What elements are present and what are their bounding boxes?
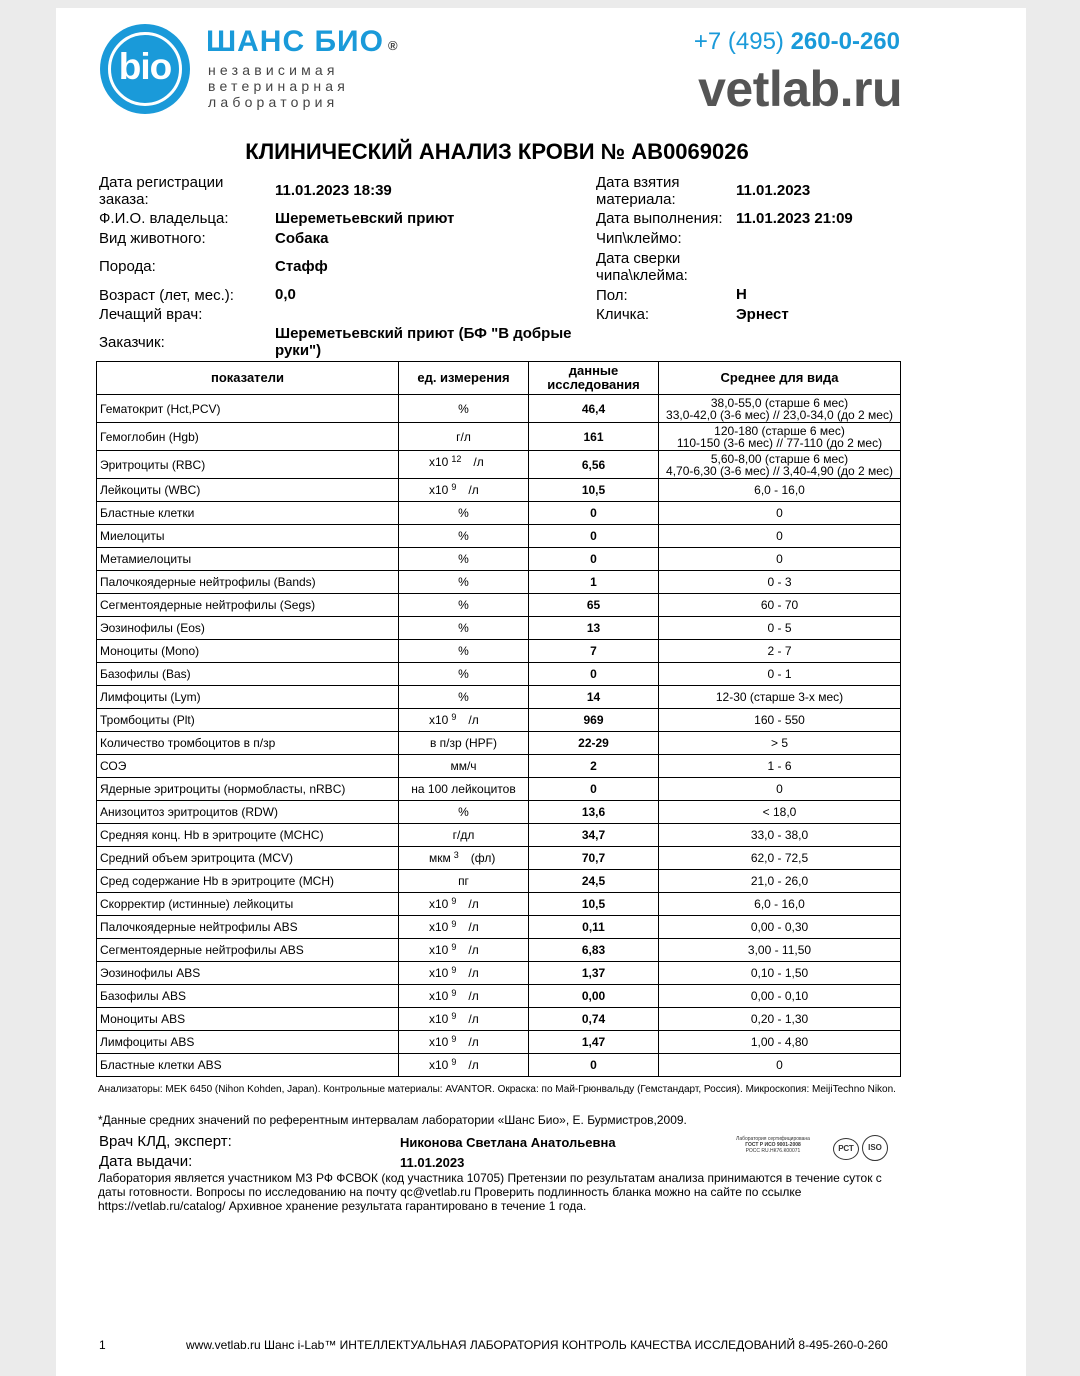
parameter-value: 6,56 — [529, 451, 659, 479]
owner-value: Шереметьевский приют — [275, 210, 455, 227]
species-value: Собака — [275, 230, 329, 247]
client-value: Шереметьевский приют (БФ "В добрые руки") — [275, 325, 572, 359]
parameter-unit: x10 $^9$ /л — [399, 709, 529, 732]
parameter-unit: % — [399, 548, 529, 571]
table-row — [97, 985, 901, 1008]
table-row — [97, 571, 901, 594]
page-number: 1 — [99, 1338, 106, 1352]
parameter-reference: 0 - 3 — [659, 571, 901, 594]
parameter-unit: % — [399, 571, 529, 594]
parameter-reference: 0 — [659, 778, 901, 801]
table-row — [97, 778, 901, 801]
table-row — [97, 451, 901, 479]
bio-logo — [100, 24, 190, 114]
parameter-name: Лимфоциты (Lym) — [97, 686, 399, 709]
parameter-value: 2 — [529, 755, 659, 778]
parameter-name: Гемоглобин (Hgb) — [97, 423, 399, 451]
parameter-unit: x10 $^9$ /л — [399, 479, 529, 502]
disclaimer: Лаборатория является участником МЗ РФ ФСВОК (код участника 10705) Претензии по результатам анализа принимаются в течение суток с даты готовности. Вопросы по исследованию на почту qc@vetlab.ru Проверить подлинность бланка можно на сайте по ссылке https://vetlab.ru/catalog/ Архивное хранение результата гарантировано в течение 1 года. — [98, 1171, 882, 1213]
parameter-value: 13 — [529, 617, 659, 640]
parameter-unit: x10 $^9$ /л — [399, 939, 529, 962]
table-row — [97, 709, 901, 732]
parameter-name: Бластные клетки — [97, 502, 399, 525]
owner-label: Ф.И.О. владельца: — [99, 210, 229, 227]
parameter-name: Количество тромбоцитов в п/зр — [97, 732, 399, 755]
parameter-name: Моноциты ABS — [97, 1008, 399, 1031]
issue-date-value: 11.01.2023 — [400, 1155, 465, 1170]
parameter-value: 0 — [529, 778, 659, 801]
table-row — [97, 502, 901, 525]
parameter-unit: x10 $^9$ /л — [399, 916, 529, 939]
parameter-reference: 60 - 70 — [659, 594, 901, 617]
age-value: 0,0 — [275, 286, 296, 303]
table-row — [97, 939, 901, 962]
results-table — [96, 361, 901, 1077]
parameter-name: Моноциты (Mono) — [97, 640, 399, 663]
table-row — [97, 640, 901, 663]
parameter-reference: 6,0 - 16,0 — [659, 479, 901, 502]
parameter-name: Базофилы (Bas) — [97, 663, 399, 686]
parameter-name: Гематокрит (Hct,PCV) — [97, 395, 399, 423]
parameter-value: 0 — [529, 525, 659, 548]
parameter-reference: 0 — [659, 548, 901, 571]
parameter-reference: 0,00 - 0,10 — [659, 985, 901, 1008]
parameter-reference: 0 — [659, 1054, 901, 1077]
doctor-label: Лечащий врач: — [99, 306, 203, 323]
table-row — [97, 870, 901, 893]
parameter-unit: x10 $^{12}$ /л — [399, 451, 529, 479]
parameter-name: Средняя конц. Hb в эритроците (MCHC) — [97, 824, 399, 847]
table-row — [97, 423, 901, 451]
parameter-value: 34,7 — [529, 824, 659, 847]
parameter-name: Сегментоядерные нейтрофилы (Segs) — [97, 594, 399, 617]
table-row — [97, 755, 901, 778]
parameter-reference: 1,00 - 4,80 — [659, 1031, 901, 1054]
parameter-value: 0 — [529, 1054, 659, 1077]
table-row — [97, 824, 901, 847]
done-date-value: 11.01.2023 21:09 — [736, 210, 853, 227]
parameter-value: 10,5 — [529, 479, 659, 502]
parameter-unit: мкм $^3$ (фл) — [399, 847, 529, 870]
parameter-unit: % — [399, 502, 529, 525]
parameter-reference: 1 - 6 — [659, 755, 901, 778]
parameter-name: Палочкоядерные нейтрофилы ABS — [97, 916, 399, 939]
parameter-reference: 3,00 - 11,50 — [659, 939, 901, 962]
parameter-unit: x10 $^9$ /л — [399, 1031, 529, 1054]
parameter-unit: % — [399, 663, 529, 686]
done-date-label: Дата выполнения: — [596, 210, 723, 227]
parameter-unit: % — [399, 801, 529, 824]
tagline-line-2: ветеринарная — [208, 78, 350, 94]
header-value: данные исследования — [529, 362, 659, 395]
header-parameter: показатели — [97, 362, 399, 395]
parameter-reference: 160 - 550 — [659, 709, 901, 732]
certification-stamp: Лаборатория сертифицирована ГОСТ Р ИСО 9001-2008 РОСС RU.НК76.К00071 — [736, 1136, 810, 1154]
parameter-name: Тромбоциты (Plt) — [97, 709, 399, 732]
pet-name-value: Эрнест — [736, 306, 789, 323]
table-row — [97, 962, 901, 985]
parameter-reference: 38,0-55,0 (старше 6 мес) 33,0-42,0 (3-6 мес) // 23,0-34,0 (до 2 мес) — [659, 395, 901, 423]
parameter-reference: 5,60-8,00 (старше 6 мес) 4,70-6,30 (3-6 мес) // 3,40-4,90 (до 2 мес) — [659, 451, 901, 479]
parameter-name: Метамиелоциты — [97, 548, 399, 571]
parameter-reference: 0,00 - 0,30 — [659, 916, 901, 939]
parameter-reference: 0,20 - 1,30 — [659, 1008, 901, 1031]
parameter-name: Скорректир (истинные) лейкоциты — [97, 893, 399, 916]
parameter-unit: % — [399, 395, 529, 423]
registration-date-value: 11.01.2023 18:39 — [275, 182, 392, 199]
parameter-unit: г/дл — [399, 824, 529, 847]
parameter-name: Эозинофилы ABS — [97, 962, 399, 985]
table-row — [97, 617, 901, 640]
table-row — [97, 1008, 901, 1031]
expert-label: Врач КЛД, эксперт: — [99, 1133, 232, 1150]
rst-cert-icon: РСТ — [833, 1138, 859, 1160]
issue-date-label: Дата выдачи: — [99, 1153, 193, 1170]
registration-date-label: Дата регистрации заказа: — [99, 174, 224, 208]
lab-site: vetlab.ru — [698, 61, 902, 117]
parameter-unit: % — [399, 594, 529, 617]
parameter-reference: > 5 — [659, 732, 901, 755]
analyzers-note: Анализаторы: MEK 6450 (Nihon Kohden, Japan). Контрольные материалы: AVANTOR. Окраска: по Май-Грюнвальду (Гемстандарт, Россия). Микроскопия: MeijiTechno Nikon. — [98, 1084, 896, 1095]
logo-text: bio — [118, 46, 172, 87]
brand-name: ШАНС БИО ® — [206, 25, 399, 58]
table-row — [97, 525, 901, 548]
species-label: Вид животного: — [99, 230, 206, 247]
parameter-reference: 6,0 - 16,0 — [659, 893, 901, 916]
parameter-value: 0 — [529, 663, 659, 686]
tagline-line-1: независимая — [208, 62, 339, 78]
tagline-line-3: лаборатория — [208, 94, 339, 110]
parameter-unit: в п/зр (HPF) — [399, 732, 529, 755]
sex-value: Н — [736, 286, 747, 303]
parameter-value: 65 — [529, 594, 659, 617]
parameter-name: Ядерные эритроциты (нормобласты, nRBC) — [97, 778, 399, 801]
parameter-reference: 2 - 7 — [659, 640, 901, 663]
parameter-reference: 0 - 5 — [659, 617, 901, 640]
parameter-name: Сред содержание Hb в эритроците (MCH) — [97, 870, 399, 893]
table-row — [97, 732, 901, 755]
parameter-name: Лимфоциты ABS — [97, 1031, 399, 1054]
pet-name-label: Кличка: — [596, 306, 650, 323]
parameter-unit: % — [399, 640, 529, 663]
parameter-name: Палочкоядерные нейтрофилы (Bands) — [97, 571, 399, 594]
parameter-name: СОЭ — [97, 755, 399, 778]
footer-text: www.vetlab.ru Шанс i-Lab™ ИНТЕЛЛЕКТУАЛЬНАЯ ЛАБОРАТОРИЯ КОНТРОЛЬ КАЧЕСТВА ИССЛЕДОВАНИЙ 8-495-260-0-260 — [186, 1338, 888, 1352]
header-unit: ед. измерения — [399, 362, 529, 395]
parameter-value: 0,00 — [529, 985, 659, 1008]
parameter-reference: < 18,0 — [659, 801, 901, 824]
parameter-value: 13,6 — [529, 801, 659, 824]
header-reference: Среднее для вида — [659, 362, 901, 395]
age-label: Возраст (лет, мес.): — [99, 287, 234, 304]
parameter-value: 0,11 — [529, 916, 659, 939]
parameter-reference: 0 — [659, 502, 901, 525]
sample-date-value: 11.01.2023 — [736, 182, 811, 199]
table-row — [97, 395, 901, 423]
parameter-name: Базофилы ABS — [97, 985, 399, 1008]
parameter-value: 0,74 — [529, 1008, 659, 1031]
parameter-unit: x10 $^9$ /л — [399, 985, 529, 1008]
parameter-name: Лейкоциты (WBC) — [97, 479, 399, 502]
table-header-row — [97, 362, 901, 395]
parameter-value: 0 — [529, 548, 659, 571]
parameter-unit: x10 $^9$ /л — [399, 1054, 529, 1077]
parameter-unit: мм/ч — [399, 755, 529, 778]
parameter-reference: 33,0 - 38,0 — [659, 824, 901, 847]
parameter-unit: на 100 лейкоцитов — [399, 778, 529, 801]
table-row — [97, 663, 901, 686]
parameter-value: 10,5 — [529, 893, 659, 916]
client-label: Заказчик: — [99, 334, 165, 351]
parameter-name: Миелоциты — [97, 525, 399, 548]
parameter-reference: 0 — [659, 525, 901, 548]
table-row — [97, 548, 901, 571]
parameter-value: 1,37 — [529, 962, 659, 985]
sample-date-label: Дата взятия материала: — [596, 174, 680, 208]
report-title: КЛИНИЧЕСКИЙ АНАЛИЗ КРОВИ № AB0069026 — [245, 139, 749, 164]
table-row — [97, 847, 901, 870]
parameter-name: Эозинофилы (Eos) — [97, 617, 399, 640]
parameter-value: 6,83 — [529, 939, 659, 962]
parameter-unit: x10 $^9$ /л — [399, 893, 529, 916]
parameter-reference: 0,10 - 1,50 — [659, 962, 901, 985]
parameter-value: 1 — [529, 571, 659, 594]
table-row — [97, 594, 901, 617]
parameter-name: Эритроциты (RBC) — [97, 451, 399, 479]
table-row — [97, 801, 901, 824]
parameter-value: 7 — [529, 640, 659, 663]
parameter-name: Бластные клетки ABS — [97, 1054, 399, 1077]
parameter-value: 1,47 — [529, 1031, 659, 1054]
parameter-value: 22-29 — [529, 732, 659, 755]
expert-value: Никонова Светлана Анатольевна — [400, 1135, 616, 1150]
parameter-value: 24,5 — [529, 870, 659, 893]
sex-label: Пол: — [596, 287, 628, 304]
table-row — [97, 893, 901, 916]
parameter-unit: пг — [399, 870, 529, 893]
table-row — [97, 479, 901, 502]
parameter-reference: 0 - 1 — [659, 663, 901, 686]
parameter-reference: 62,0 - 72,5 — [659, 847, 901, 870]
parameter-reference: 12-30 (старше 3-х мес) — [659, 686, 901, 709]
parameter-name: Средний объем эритроцита (MCV) — [97, 847, 399, 870]
parameter-value: 70,7 — [529, 847, 659, 870]
parameter-value: 969 — [529, 709, 659, 732]
parameter-name: Сегментоядерные нейтрофилы ABS — [97, 939, 399, 962]
parameter-unit: x10 $^9$ /л — [399, 1008, 529, 1031]
chip-check-label: Дата сверки чипа\клейма: — [596, 250, 688, 284]
breed-label: Порода: — [99, 258, 156, 275]
iso-cert-icon: ISO — [862, 1135, 888, 1161]
parameter-value: 0 — [529, 502, 659, 525]
parameter-unit: % — [399, 617, 529, 640]
parameter-value: 46,4 — [529, 395, 659, 423]
table-row — [97, 686, 901, 709]
parameter-unit: г/л — [399, 423, 529, 451]
parameter-unit: % — [399, 525, 529, 548]
lab-phone: +7 (495) 260-0-260 — [693, 28, 900, 55]
table-row — [97, 1054, 901, 1077]
table-row — [97, 916, 901, 939]
parameter-value: 161 — [529, 423, 659, 451]
parameter-reference: 120-180 (старше 6 мес) 110-150 (3-6 мес) // 77-110 (до 2 мес) — [659, 423, 901, 451]
parameter-name: Анизоцитоз эритроцитов (RDW) — [97, 801, 399, 824]
breed-value: Стафф — [275, 258, 328, 275]
parameter-value: 14 — [529, 686, 659, 709]
parameter-unit: x10 $^9$ /л — [399, 962, 529, 985]
parameter-unit: % — [399, 686, 529, 709]
parameter-reference: 21,0 - 26,0 — [659, 870, 901, 893]
chip-label: Чип\клеймо: — [596, 230, 682, 247]
reference-note: *Данные средних значений по референтным интервалам лаборатории «Шанс Био», Е. Бурмистров,2009. — [98, 1113, 687, 1127]
table-row — [97, 1031, 901, 1054]
